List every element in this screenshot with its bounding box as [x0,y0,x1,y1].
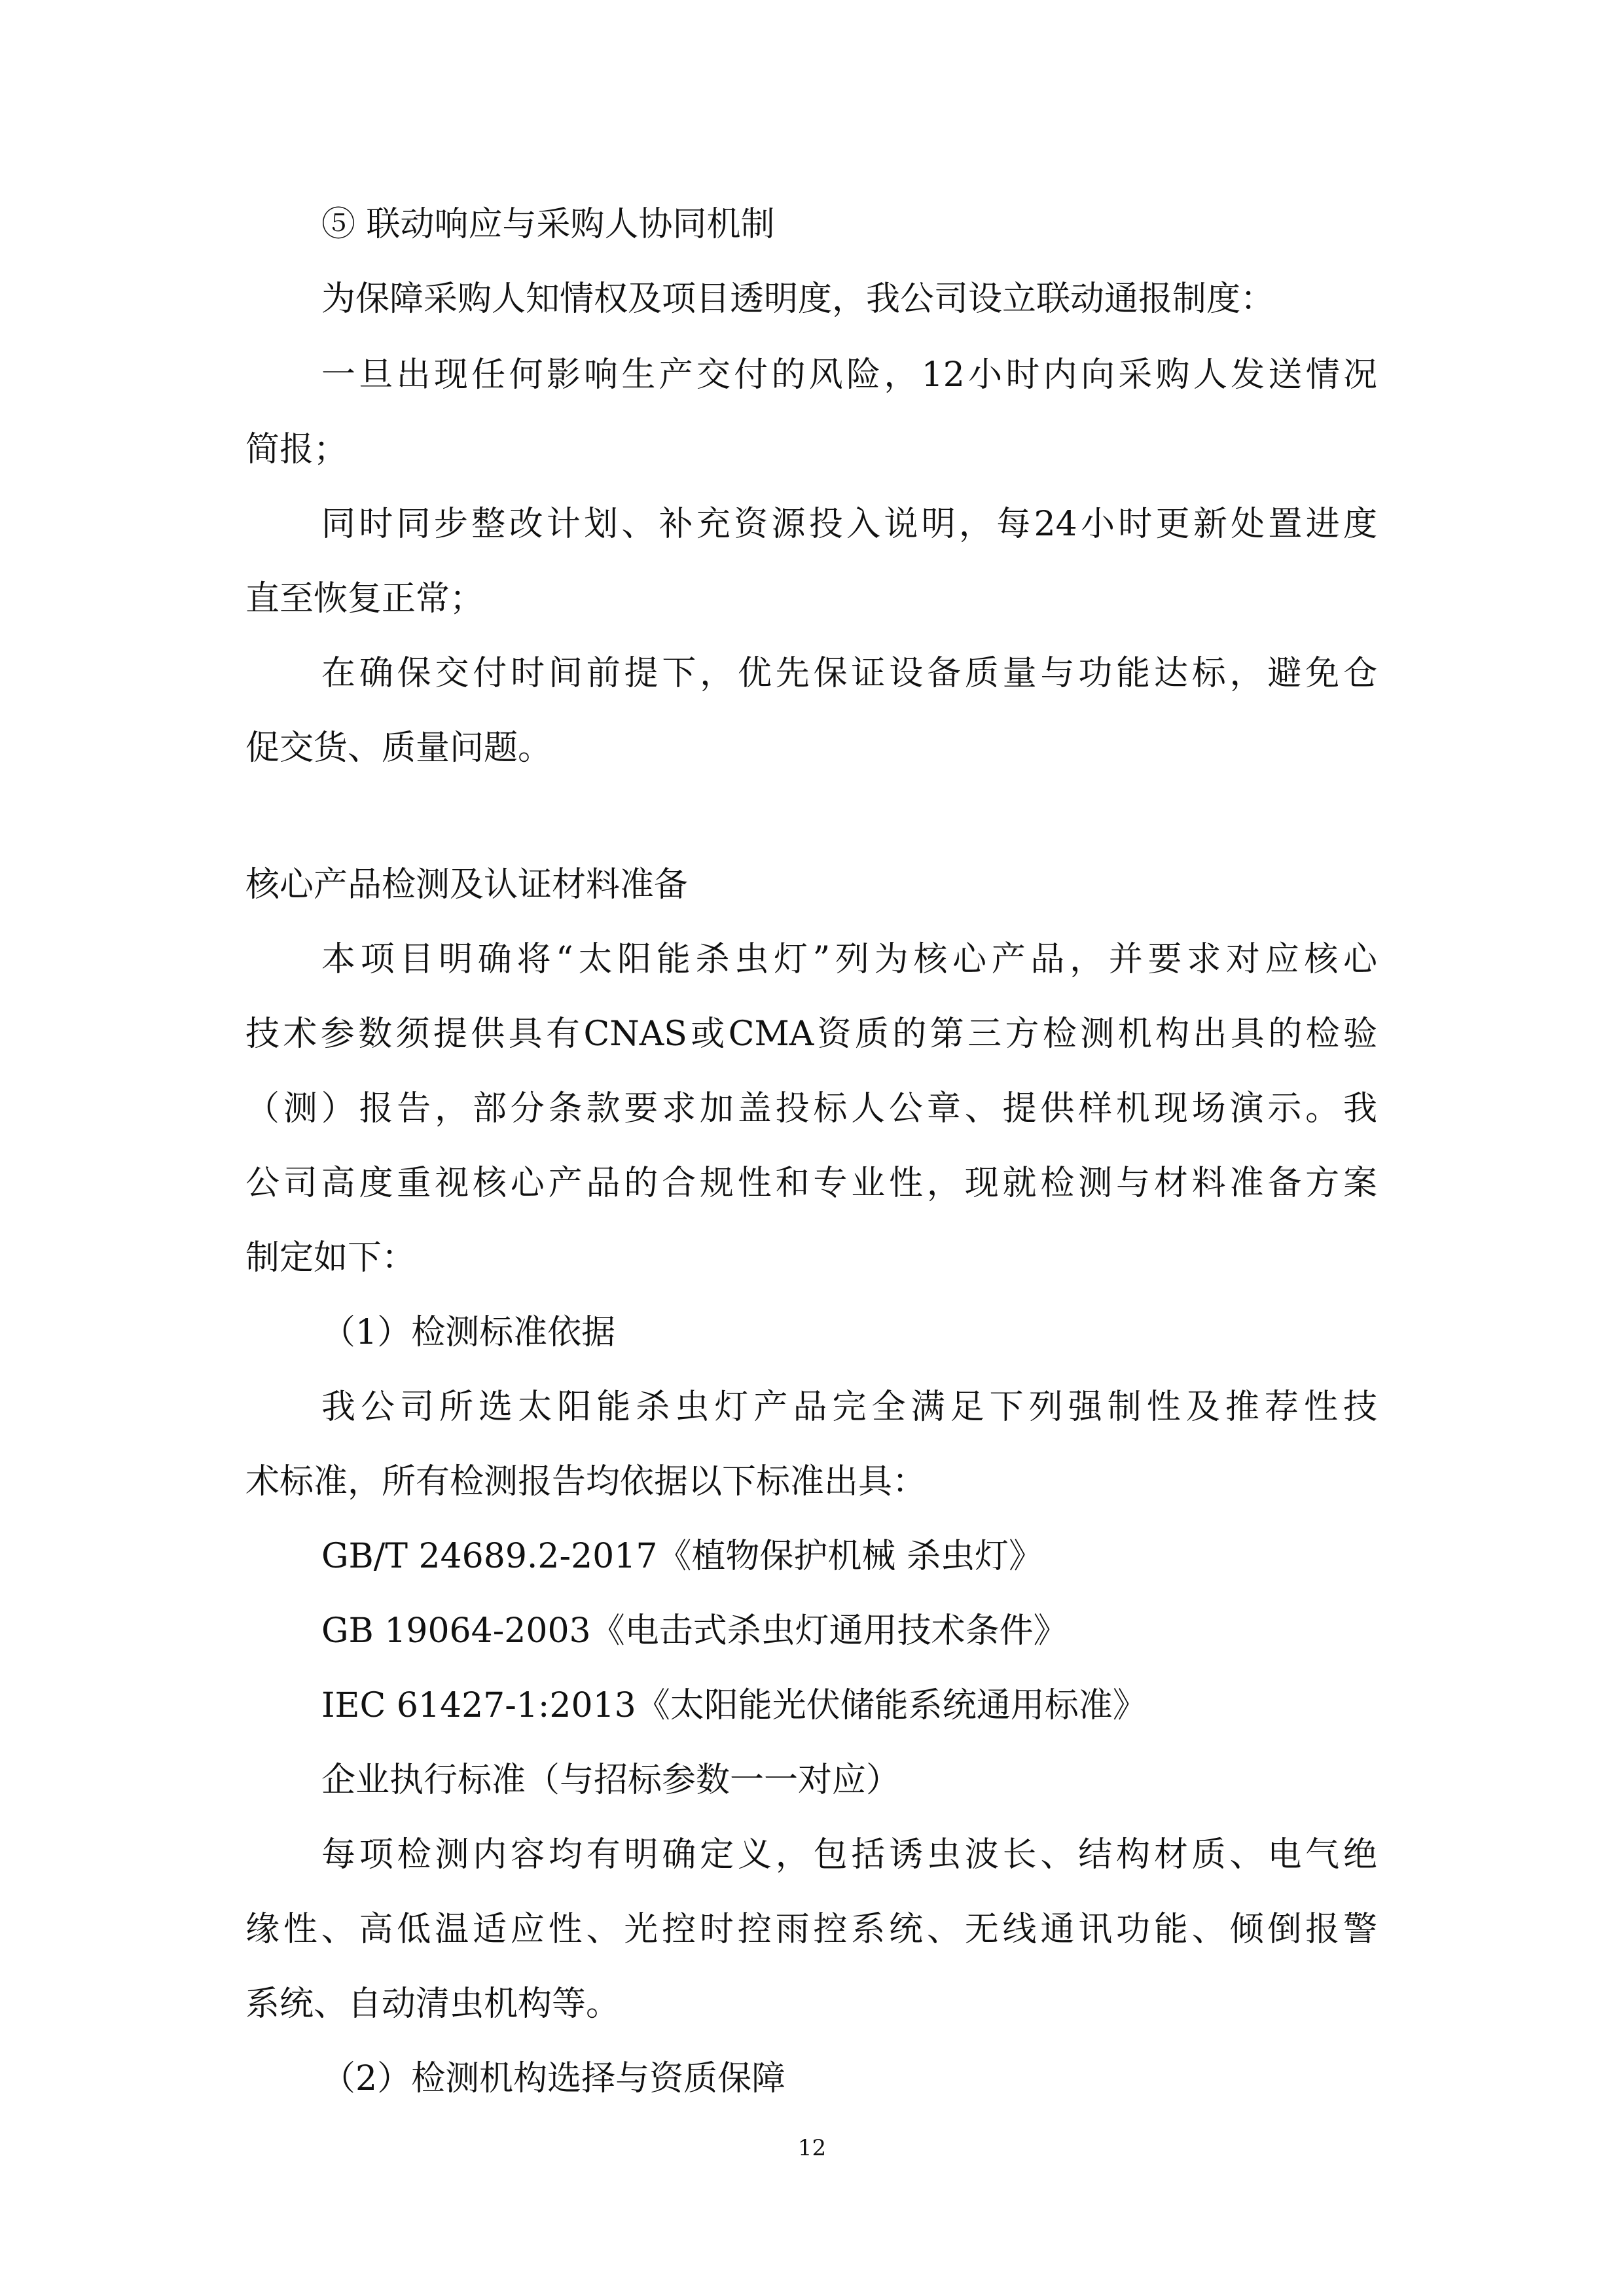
core-intro-line-4: 公司高度重视核心产品的合规性和专业性，现就检测与材料准备方案 [245,1164,1377,1203]
section-5-paragraph-1: 为保障采购人知情权及项目透明度，我公司设立联动通报制度： [321,279,1275,319]
scope-paragraph-line-3: 系统、自动清虫机构等。 [245,1984,621,2024]
core-intro-line-2: 技术参数须提供具有CNAS或CMA资质的第三方检测机构出具的检验 [245,1014,1377,1054]
core-intro-line-1: 本项目明确将“太阳能杀虫灯”列为核心产品，并要求对应核心 [321,940,1377,979]
section-5-paragraph-4-line-1: 在确保交付时间前提下，优先保证设备质量与功能达标，避免仓 [321,654,1377,693]
scope-paragraph-line-2: 缘性、高低温适应性、光控时控雨控系统、无线通讯功能、倾倒报警 [245,1910,1377,1949]
section-5-paragraph-2-line-1: 一旦出现任何影响生产交付的风险，12小时内向采购人发送情况 [321,355,1377,395]
standard-2: GB 19064-2003《电击式杀虫灯通用技术条件》 [321,1611,1068,1651]
core-section-heading: 核心产品检测及认证材料准备 [245,865,689,905]
page-number: 12 [797,2135,827,2161]
scope-paragraph-line-1: 每项检测内容均有明确定义，包括诱虫波长、结构材质、电气绝 [321,1835,1377,1874]
standard-4: 企业执行标准（与招标参数一一对应） [321,1761,901,1800]
section-5-paragraph-3-line-2: 直至恢复正常； [245,579,484,619]
standard-3: IEC 61427-1:2013《太阳能光伏储能系统通用标准》 [321,1686,1147,1725]
section-5-paragraph-3-line-1: 同时同步整改计划、补充资源投入说明，每24小时更新处置进度 [321,505,1377,544]
subsection-1-paragraph-line-2: 术标准，所有检测报告均依据以下标准出具： [245,1462,927,1501]
standard-1: GB/T 24689.2-2017《植物保护机械 杀虫灯》 [321,1537,1043,1576]
subsection-2-title: （2）检测机构选择与资质保障 [321,2059,786,2098]
core-intro-line-3: （测）报告，部分条款要求加盖投标人公章、提供样机现场演示。我 [245,1089,1377,1128]
section-5-title: ⑤ 联动响应与采购人协同机制 [321,205,775,244]
subsection-1-title: （1）检测标准依据 [321,1313,616,1352]
section-5-paragraph-2-line-2: 简报； [245,430,348,469]
subsection-1-paragraph-line-1: 我公司所选太阳能杀虫灯产品完全满足下列强制性及推荐性技 [321,1388,1377,1427]
core-intro-line-5: 制定如下： [245,1238,416,1278]
section-5-paragraph-4-line-2: 促交货、质量问题。 [245,728,552,768]
